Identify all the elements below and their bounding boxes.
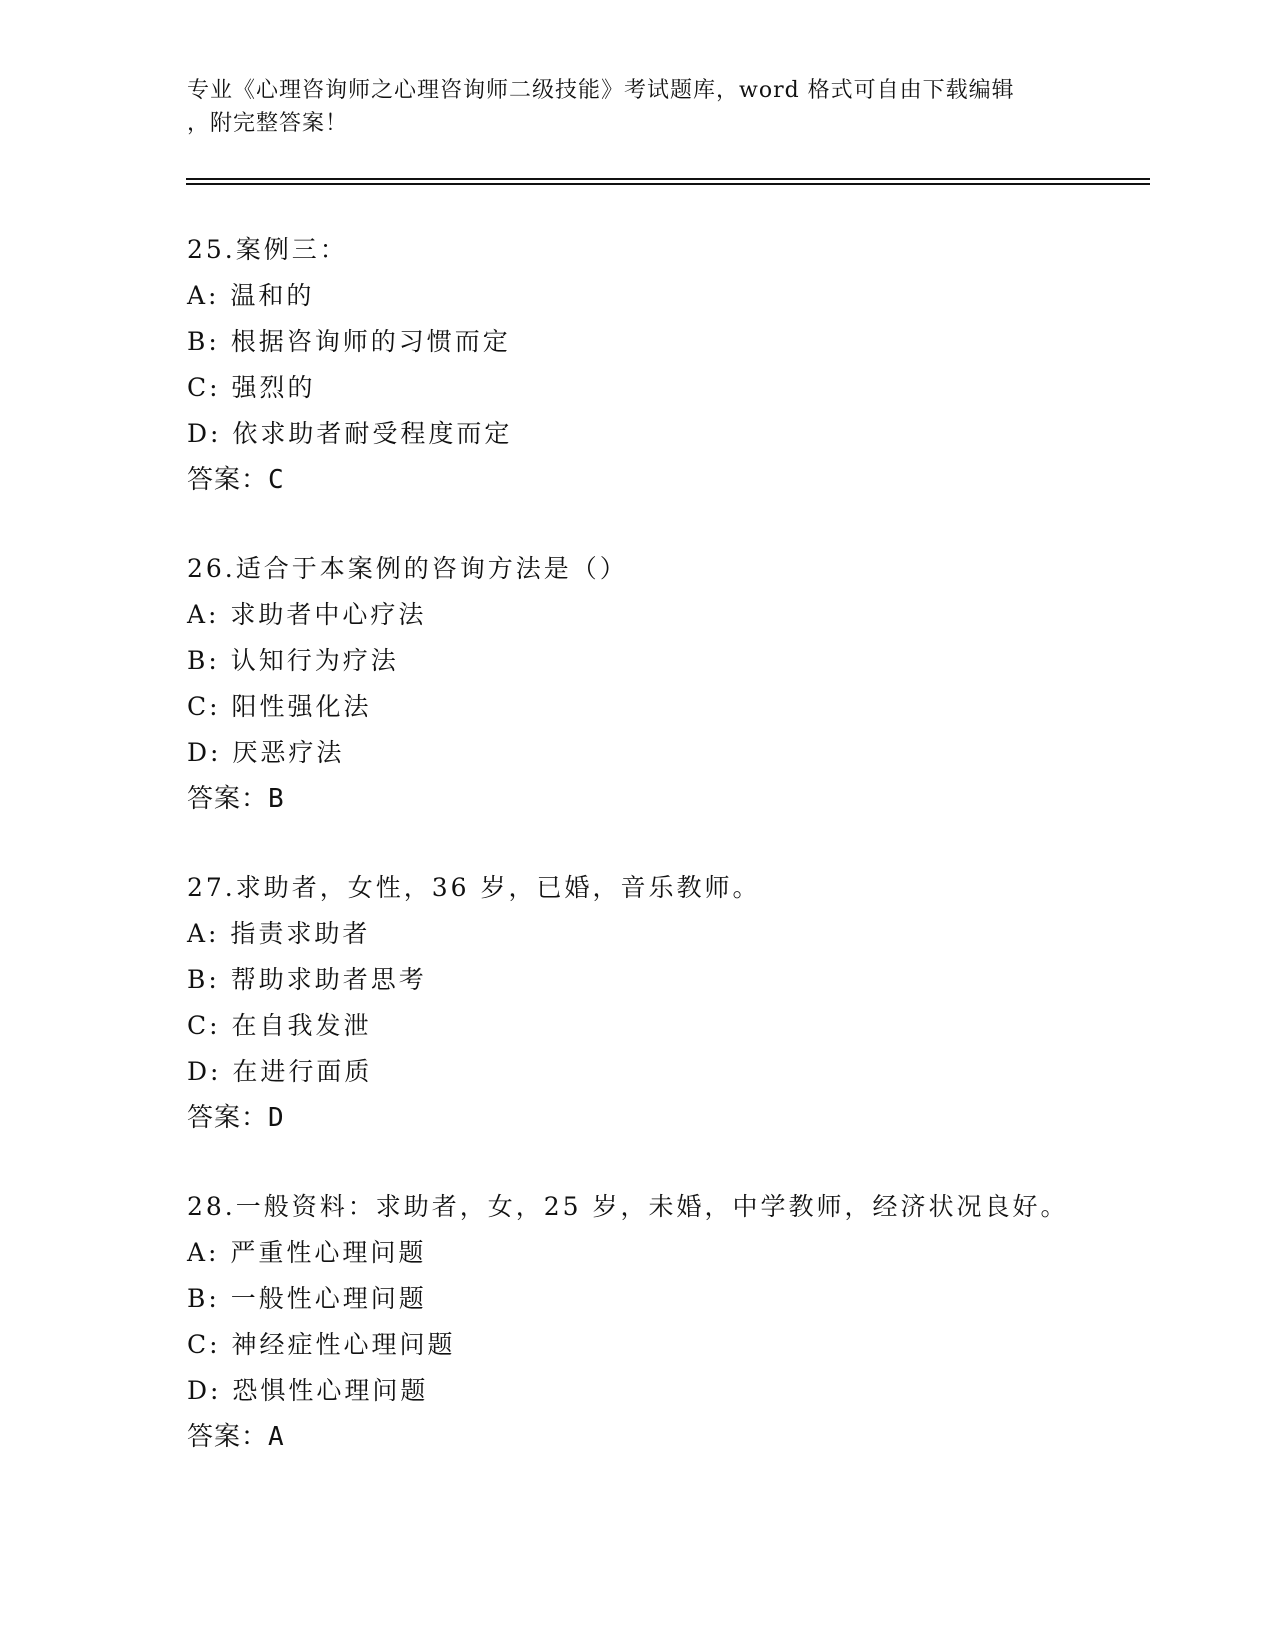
option-c: C: 神经症性心理问题 <box>187 1330 456 1359</box>
option-b: B: 根据咨询师的习惯而定 <box>187 327 511 356</box>
header-line-2: ，附完整答案！ <box>187 111 349 136</box>
answer-label: 答案： <box>187 1103 269 1133</box>
option-c: C: 阳性强化法 <box>187 692 372 721</box>
header-divider-top <box>186 178 1150 180</box>
question-25 <box>187 227 1187 503</box>
question-stem: 27.求助者，女性，36 岁，已婚，音乐教师。 <box>187 873 761 902</box>
option-d: D: 厌恶疗法 <box>187 738 345 767</box>
option-d: D: 在进行面质 <box>187 1057 373 1086</box>
answer-value: C <box>268 465 285 495</box>
question-stem: 25.案例三： <box>187 235 348 264</box>
document-header <box>187 74 1087 140</box>
option-b: B: 一般性心理问题 <box>187 1284 427 1313</box>
option-d: D: 恐惧性心理问题 <box>187 1376 429 1405</box>
header-line-1: 专业《心理咨询师之心理咨询师二级技能》考试题库，word 格式可自由下载编辑 <box>187 78 1015 103</box>
option-a: A: 温和的 <box>187 281 315 310</box>
option-d: D: 依求助者耐受程度而定 <box>187 419 513 448</box>
question-28 <box>187 1184 1187 1460</box>
answer-line <box>187 1095 1187 1141</box>
question-26 <box>187 546 1187 822</box>
option-a: A: 指责求助者 <box>187 919 371 948</box>
question-stem: 26.适合于本案例的咨询方法是（） <box>187 554 628 583</box>
answer-line <box>187 1414 1187 1460</box>
question-27 <box>187 865 1187 1141</box>
answer-label: 答案： <box>187 465 269 495</box>
option-a: A: 严重性心理问题 <box>187 1238 427 1267</box>
answer-line <box>187 457 1187 503</box>
option-c: C: 强烈的 <box>187 373 316 402</box>
answer-value: A <box>268 1422 285 1452</box>
answer-value: B <box>268 784 285 814</box>
answer-value: D <box>268 1103 285 1133</box>
header-divider-bottom <box>186 183 1150 185</box>
option-b: B: 帮助求助者思考 <box>187 965 427 994</box>
answer-label: 答案： <box>187 1422 269 1452</box>
option-a: A: 求助者中心疗法 <box>187 600 427 629</box>
option-c: C: 在自我发泄 <box>187 1011 372 1040</box>
option-b: B: 认知行为疗法 <box>187 646 399 675</box>
question-stem: 28.一般资料：求助者，女，25 岁，未婚，中学教师，经济状况良好。 <box>187 1192 1069 1221</box>
answer-line <box>187 776 1187 822</box>
answer-label: 答案： <box>187 784 269 814</box>
